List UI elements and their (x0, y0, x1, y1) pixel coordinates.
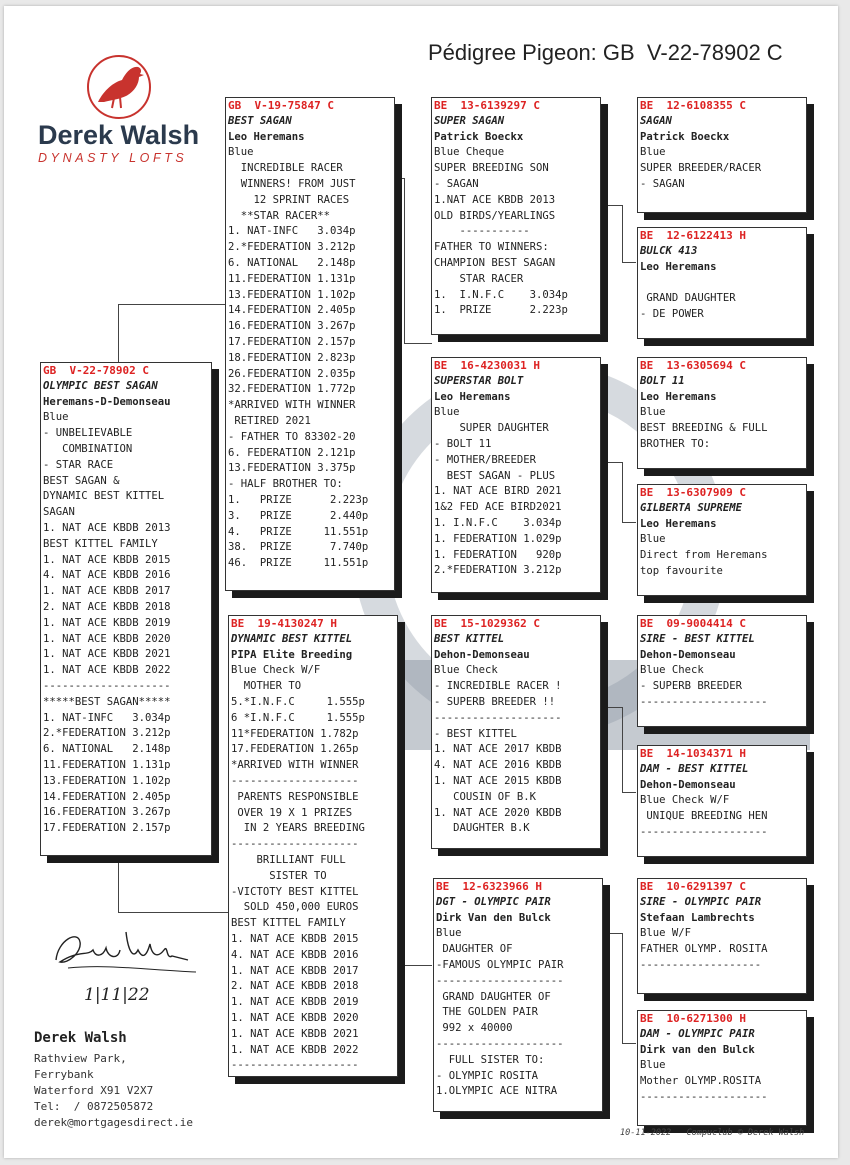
pedigree-line: -------------------- (640, 825, 768, 838)
pedigree-line: UNIQUE BREEDING HEN (640, 810, 768, 823)
brand-name: Derek Walsh (38, 120, 200, 150)
pedigree-line: - SAGAN (434, 177, 479, 190)
connector-line (622, 707, 623, 792)
pedigree-line: 4. NAT ACE KBDB 2016 (231, 948, 359, 961)
pedigree-line: OLD BIRDS/YEARLINGS (434, 209, 556, 222)
pedigree-line: ----------- (434, 225, 530, 238)
pedigree-line: 1. NAT ACE KBDB 2020 (231, 1011, 359, 1024)
pedigree-line: -------------------- (43, 679, 171, 692)
pedigree-line: THE GOLDEN PAIR (436, 1006, 539, 1019)
pedigree-line: Blue Check W/F (640, 794, 730, 807)
pedigree-line: FATHER OLYMP. ROSITA (640, 943, 768, 956)
pedigree-line: 4. PRIZE 11.551p (228, 525, 369, 538)
connector-line (600, 462, 622, 463)
pedigree-line: 32.FEDERATION 1.772p (228, 383, 356, 396)
pedigree-line: 1. PRIZE 2.223p (434, 304, 568, 317)
pedigree-line: OVER 19 X 1 PRIZES (231, 806, 353, 819)
pedigree-line: 16.FEDERATION 3.267p (228, 320, 356, 333)
pedigree-line: 26.FEDERATION 2.035p (228, 367, 356, 380)
pedigree-line: DAUGHTER OF (436, 943, 513, 956)
pedigree-line (638, 275, 806, 291)
pedigree-line: Mother OLYMP.ROSITA (640, 1075, 762, 1088)
breeder-name: Dehon-Demonseau (640, 648, 736, 661)
pedigree-line: *ARRIVED WITH WINNER (231, 759, 359, 772)
pedigree-line: PARENTS RESPONSIBLE (231, 790, 359, 803)
pigeon-name: SIRE - BEST KITTEL (640, 632, 755, 645)
breeder-name: Dirk Van den Bulck (436, 911, 551, 924)
pedigree-line: - HALF BROTHER TO: (228, 478, 343, 491)
pedigree-line: 2. NAT ACE KBDB 2018 (43, 600, 171, 613)
connector-line (404, 343, 432, 344)
pedigree-line: BEST KITTEL FAMILY (43, 537, 158, 550)
pedigree-line: - SUPERB BREEDER (640, 680, 743, 693)
pedigree-line: 13.FEDERATION 3.375p (228, 462, 356, 475)
pedigree-line: 1. NAT ACE 2020 KBDB (434, 806, 562, 819)
pedigree-line: 11.FEDERATION 1.131p (43, 758, 171, 771)
pedigree-line: Blue (228, 146, 254, 159)
contact-email[interactable]: derek@mortgagesdirect.ie (34, 1116, 193, 1129)
breeder-name: Dirk van den Bulck (640, 1043, 755, 1056)
handwritten-signature (48, 920, 198, 975)
pedigree-line: CHAMPION BEST SAGAN (434, 256, 556, 269)
pedigree-line: 1. NAT ACE 2015 KBDB (434, 774, 562, 787)
pedigree-line: FATHER TO WINNERS: (434, 241, 549, 254)
pigeon-name: BEST KITTEL (434, 632, 505, 645)
dam-dam-sire-card[interactable] (637, 878, 807, 994)
pedigree-line: 1. NAT ACE KBDB 2022 (231, 1043, 359, 1056)
pigeon-name: GILBERTA SUPREME (640, 501, 743, 514)
ring-number: BE 13-6139297 C (434, 99, 540, 112)
pedigree-line: 1. NAT ACE KBDB 2017 (43, 585, 171, 598)
pedigree-line: 6. FEDERATION 2.121p (228, 446, 356, 459)
pedigree-line: Blue Check (434, 664, 498, 677)
contact-address-line: Ferrybank (34, 1068, 94, 1081)
ring-number: BE 10-6271300 H (640, 1012, 746, 1025)
pedigree-line: 1. NAT ACE KBDB 2021 (231, 1027, 359, 1040)
pedigree-line: Blue Check W/F (231, 664, 321, 677)
breeder-name: Leo Heremans (640, 390, 717, 403)
pedigree-line: 6. NATIONAL 2.148p (43, 743, 171, 756)
sire-dam-dam-card[interactable] (637, 484, 807, 596)
ring-number: BE 16-4230031 H (434, 359, 540, 372)
connector-line (622, 1043, 636, 1044)
pedigree-line: 2.*FEDERATION 3.212p (434, 564, 562, 577)
ring-number: BE 10-6291397 C (640, 880, 746, 893)
pedigree-line: Blue (640, 146, 666, 159)
connector-line (404, 178, 405, 343)
pedigree-line: *****BEST SAGAN***** (43, 695, 171, 708)
connector-line (404, 965, 432, 966)
pedigree-line: -------------------- (436, 1037, 564, 1050)
pigeon-name: BOLT 11 (640, 374, 685, 387)
footer-credit: 10-11-2022 Compuclub © Derek Walsh (620, 1128, 805, 1138)
pedigree-line: 1. PRIZE 2.223p (228, 493, 369, 506)
pedigree-line: 46. PRIZE 11.551p (228, 557, 369, 570)
connector-line (622, 462, 623, 522)
breeder-name: Stefaan Lambrechts (640, 911, 755, 924)
pedigree-line: -------------------- (640, 695, 768, 708)
pedigree-line: 1. FEDERATION 1.029p (434, 532, 562, 545)
pedigree-line: 13.FEDERATION 1.102p (43, 774, 171, 787)
pedigree-line: - SUPERB BREEDER !! (434, 695, 556, 708)
pedigree-line: **STAR RACER** (228, 209, 331, 222)
pigeon-name: BEST SAGAN (228, 114, 292, 127)
connector-line (395, 178, 404, 179)
pedigree-line: STAR RACER (434, 272, 524, 285)
pedigree-line: INCREDIBLE RACER (228, 162, 343, 175)
pedigree-line: Direct from Heremans (640, 549, 768, 562)
pedigree-line: 1. NAT ACE KBDB 2017 (231, 964, 359, 977)
pedigree-line: 1. NAT ACE KBDB 2021 (43, 648, 171, 661)
breeder-name: Patrick Boeckx (640, 130, 730, 143)
ring-number: GB V-19-75847 C (228, 99, 334, 112)
pedigree-line: 12 SPRINT RACES (228, 193, 350, 206)
pedigree-line: 1.NAT ACE KBDB 2013 (434, 193, 556, 206)
pigeon-name: DAM - BEST KITTEL (640, 762, 749, 775)
breeder-name: Leo Heremans (640, 260, 717, 273)
pedigree-line: MOTHER TO (231, 680, 302, 693)
pedigree-line: 1. FEDERATION 920p (434, 548, 562, 561)
pedigree-line: -------------------- (231, 1059, 359, 1072)
pedigree-line: 1. NAT ACE KBDB 2015 (43, 553, 171, 566)
signature-date: 1|11|22 (84, 985, 150, 1005)
pedigree-line: - UNBELIEVABLE (43, 427, 133, 440)
breeder-name: Dehon-Demonseau (434, 648, 530, 661)
pedigree-line: 14.FEDERATION 2.405p (228, 304, 356, 317)
pigeon-name: OLYMPIC BEST SAGAN (43, 379, 158, 392)
pigeon-logo-icon (84, 52, 154, 122)
connector-line (118, 912, 228, 913)
pedigree-line: Blue Check (640, 664, 704, 677)
pedigree-line: -VICTOTY BEST KITTEL (231, 885, 359, 898)
pedigree-line: 4. NAT ACE KBDB 2016 (43, 569, 171, 582)
connector-line (622, 522, 636, 523)
sire-sire-card[interactable] (431, 97, 601, 335)
pedigree-line: 1. NAT ACE KBDB 2015 (231, 932, 359, 945)
brand-subtitle: DYNASTY LOFTS (38, 151, 188, 165)
breeder-name: Heremans-D-Demonseau (43, 395, 171, 408)
pedigree-line: -------------------- (231, 774, 359, 787)
connector-line (404, 750, 405, 965)
pedigree-line: 17.FEDERATION 1.265p (231, 743, 359, 756)
dam-card[interactable] (228, 615, 398, 1077)
pedigree-line: - STAR RACE (43, 458, 114, 471)
pedigree-line: Blue (436, 927, 462, 940)
pedigree-line: SUPER BREEDER/RACER (640, 162, 762, 175)
dam-dam-card[interactable] (433, 878, 603, 1112)
pigeon-name: DAM - OLYMPIC PAIR (640, 1027, 755, 1040)
pedigree-line: BEST BREEDING & FULL (640, 422, 768, 435)
pedigree-line: 1. NAT ACE BIRD 2021 (434, 485, 562, 498)
pedigree-line: SUPER DAUGHTER (434, 422, 549, 435)
pedigree-line: 2.*FEDERATION 3.212p (228, 241, 356, 254)
pedigree-line: Blue (640, 1059, 666, 1072)
pedigree-line: 2. NAT ACE KBDB 2018 (231, 980, 359, 993)
connector-line (622, 933, 623, 1043)
pedigree-line: - BOLT 11 (434, 437, 492, 450)
pedigree-line: 1. NAT-INFC 3.034p (228, 225, 356, 238)
pedigree-line: 16.FEDERATION 3.267p (43, 806, 171, 819)
pedigree-line: 1. NAT ACE KBDB 2022 (43, 664, 171, 677)
connector-line (118, 304, 119, 364)
connector-line (600, 707, 622, 708)
pedigree-line: -------------------- (434, 711, 562, 724)
pedigree-line: Blue (43, 411, 69, 424)
dam-sire-sire-card[interactable] (637, 615, 807, 727)
pedigree-line: IN 2 YEARS BREEDING (231, 822, 365, 835)
pedigree-line: -------------------- (640, 1090, 768, 1103)
pedigree-line: FULL SISTER TO: (436, 1053, 545, 1066)
pedigree-line: 1&2 FED ACE BIRD2021 (434, 501, 562, 514)
ring-number: BE 12-6108355 C (640, 99, 746, 112)
contact-phone: Tel: / 0872505872 (34, 1100, 154, 1113)
pedigree-line: 17.FEDERATION 2.157p (228, 335, 356, 348)
pigeon-name: SUPER SAGAN (434, 114, 505, 127)
pedigree-line: WINNERS! FROM JUST (228, 177, 356, 190)
pedigree-line: 1. I.N.F.C 3.034p (434, 516, 562, 529)
dam-sire-dam-card[interactable] (637, 745, 807, 857)
pigeon-name: SUPERSTAR BOLT (434, 374, 524, 387)
pedigree-line: 1. NAT ACE KBDB 2020 (43, 632, 171, 645)
sire-sire-sire-card[interactable] (637, 97, 807, 213)
pedigree-line: 1. NAT ACE 2017 KBDB (434, 743, 562, 756)
contact-address-line: Waterford X91 V2X7 (34, 1084, 154, 1097)
page-title: Pédigree Pigeon: GB V-22-78902 C (428, 40, 783, 65)
pedigree-line: - OLYMPIC ROSITA (436, 1069, 539, 1082)
pedigree-line: 14.FEDERATION 2.405p (43, 790, 171, 803)
sire-dam-card[interactable] (431, 357, 601, 593)
pedigree-line: COMBINATION (43, 442, 133, 455)
contact-address-line: Rathview Park, (34, 1052, 127, 1065)
pedigree-line: - INCREDIBLE RACER ! (434, 680, 562, 693)
pedigree-line: SISTER TO (231, 869, 327, 882)
breeder-name: Leo Heremans (640, 517, 717, 530)
ring-number: BE 12-6323966 H (436, 880, 542, 893)
pedigree-line: 11*FEDERATION 1.782p (231, 727, 359, 740)
ring-number: BE 13-6307909 C (640, 486, 746, 499)
pigeon-name: SAGAN (640, 114, 672, 127)
pedigree-line: COUSIN OF B.K (434, 790, 537, 803)
pedigree-line: DAUGHTER B.K (434, 822, 530, 835)
pedigree-line: BEST KITTEL FAMILY (231, 917, 346, 930)
pedigree-line: GRAND DAUGHTER OF (436, 990, 551, 1003)
sire-dam-sire-card[interactable] (637, 357, 807, 469)
connector-line (622, 205, 623, 262)
pedigree-line: -------------------- (436, 974, 564, 987)
pedigree-line: 1. NAT ACE KBDB 2019 (43, 616, 171, 629)
pedigree-line: 5.*I.N.F.C 1.555p (231, 695, 365, 708)
breeder-name: Leo Heremans (434, 390, 511, 403)
ring-number: BE 09-9004414 C (640, 617, 746, 630)
connector-line (622, 792, 636, 793)
pedigree-line: top favourite (640, 564, 723, 577)
connector-line (600, 205, 622, 206)
breeder-name: Leo Heremans (228, 130, 305, 143)
contact-name: Derek Walsh (34, 1030, 127, 1046)
pedigree-line: GRAND DAUGHTER (640, 292, 736, 305)
sire-sire-dam-card[interactable] (637, 227, 807, 339)
connector-line (600, 933, 622, 934)
pedigree-line: 17.FEDERATION 2.157p (43, 822, 171, 835)
pedigree-line: BEST SAGAN - PLUS (434, 469, 556, 482)
pigeon-name: SIRE - OLYMPIC PAIR (640, 895, 762, 908)
pedigree-line: - SAGAN (640, 177, 685, 190)
pigeon-name: BULCK 413 (640, 244, 698, 257)
pedigree-line: DYNAMIC BEST KITTEL (43, 490, 165, 503)
connector-line (622, 262, 636, 263)
ring-number: BE 14-1034371 H (640, 747, 746, 760)
pedigree-line: BROTHER TO: (640, 437, 711, 450)
pedigree-line: BEST SAGAN & (43, 474, 120, 487)
ring-number: BE 19-4130247 H (231, 617, 337, 630)
pedigree-line: Blue Cheque (434, 146, 505, 159)
pedigree-line: ------------------- (640, 958, 762, 971)
pedigree-line: *ARRIVED WITH WINNER (228, 399, 356, 412)
pedigree-line: RETIRED 2021 (228, 414, 311, 427)
breeder-name: PIPA Elite Breeding (231, 648, 353, 661)
pedigree-line: - MOTHER/BREEDER (434, 453, 537, 466)
pedigree-line: 6. NATIONAL 2.148p (228, 256, 356, 269)
dam-sire-card[interactable] (431, 615, 601, 849)
connector-line (118, 304, 228, 305)
pedigree-line: - BEST KITTEL (434, 727, 517, 740)
ring-number: BE 15-1029362 C (434, 617, 540, 630)
subject-pigeon-card[interactable] (40, 362, 212, 856)
breeder-name: Patrick Boeckx (434, 130, 524, 143)
pedigree-line: 3. PRIZE 2.440p (228, 509, 369, 522)
pigeon-name: DGT - OLYMPIC PAIR (436, 895, 551, 908)
pedigree-line: -FAMOUS OLYMPIC PAIR (436, 958, 564, 971)
pedigree-line: Blue (640, 533, 666, 546)
ring-number: BE 12-6122413 H (640, 229, 746, 242)
ring-number: GB V-22-78902 C (43, 364, 149, 377)
pigeon-name: DYNAMIC BEST KITTEL (231, 632, 353, 645)
pedigree-line: 4. NAT ACE 2016 KBDB (434, 759, 562, 772)
ring-number: BE 13-6305694 C (640, 359, 746, 372)
dam-dam-dam-card[interactable] (637, 1010, 807, 1126)
pedigree-line: - FATHER TO 83302-20 (228, 430, 356, 443)
pedigree-line: 6 *I.N.F.C 1.555p (231, 711, 365, 724)
pedigree-line: 2.*FEDERATION 3.212p (43, 727, 171, 740)
pedigree-line: SUPER BREEDING SON (434, 162, 549, 175)
pedigree-line: 11.FEDERATION 1.131p (228, 272, 356, 285)
pedigree-line: Blue (434, 406, 460, 419)
pedigree-line: Blue W/F (640, 927, 692, 940)
pedigree-line: - DE POWER (640, 307, 704, 320)
pedigree-line: Blue (640, 406, 666, 419)
pedigree-line: 13.FEDERATION 1.102p (228, 288, 356, 301)
pedigree-line: SAGAN (43, 506, 75, 519)
pedigree-line: 992 x 40000 (436, 1022, 513, 1035)
pedigree-line: SOLD 450,000 EUROS (231, 901, 359, 914)
pedigree-line: 18.FEDERATION 2.823p (228, 351, 356, 364)
pedigree-line: BRILLIANT FULL (231, 853, 346, 866)
pedigree-line: 1. NAT ACE KBDB 2019 (231, 996, 359, 1009)
connector-line (118, 855, 119, 912)
breeder-name: Dehon-Demonseau (640, 778, 736, 791)
pedigree-line: 1.OLYMPIC ACE NITRA (436, 1085, 558, 1098)
pedigree-line: 38. PRIZE 7.740p (228, 541, 369, 554)
pedigree-line: 1. NAT-INFC 3.034p (43, 711, 171, 724)
pedigree-line: 1. NAT ACE KBDB 2013 (43, 521, 171, 534)
sire-card[interactable] (225, 97, 395, 591)
pedigree-line: 1. I.N.F.C 3.034p (434, 288, 568, 301)
pedigree-line: -------------------- (231, 838, 359, 851)
